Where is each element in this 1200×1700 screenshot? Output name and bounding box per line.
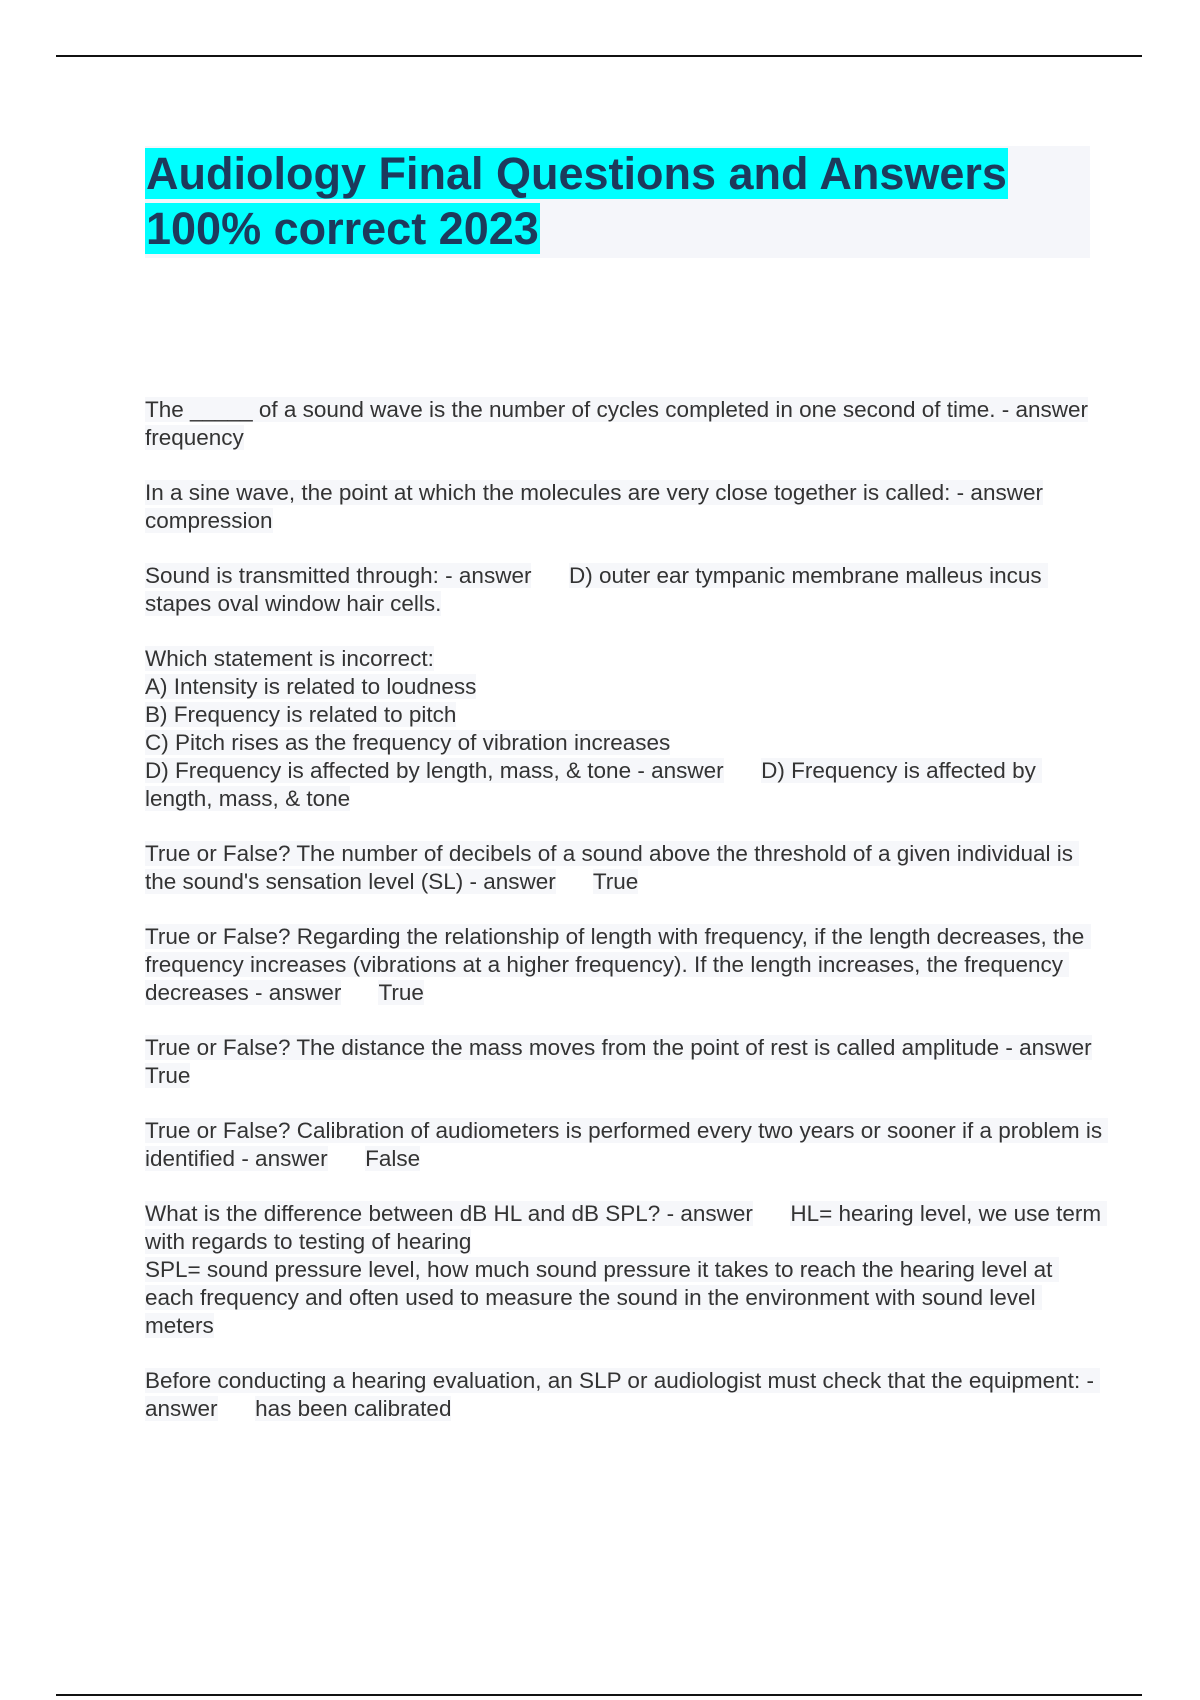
qa-question: True or False? Regarding the relationship of length with frequency, if the length decreases, the frequency increases (vibrations at a higher frequency). If the length increases, the frequency decreases - answer: [145, 924, 1091, 1005]
qa-item: [145, 1034, 1105, 1090]
qa-question: Sound is transmitted through: - answer: [145, 563, 532, 588]
qa-answer: False: [365, 1146, 421, 1171]
qa-item: [145, 923, 1105, 1007]
qa-answer: has been calibrated: [255, 1396, 452, 1421]
title-block: [145, 146, 1090, 258]
title-line-1: Audiology Final Questions and Answers: [146, 148, 1007, 199]
qa-item: [145, 562, 1105, 618]
qa-item: [145, 396, 1105, 452]
qa-question: Before conducting a hearing evaluation, an SLP or audiologist must check that the equipment: - answer: [145, 1368, 1101, 1421]
qa-question: What is the difference between dB HL and dB SPL? - answer: [145, 1201, 753, 1226]
qa-question: The _____ of a sound wave is the number of cycles completed in one second of time. - answer: [145, 397, 1089, 422]
qa-answer: True: [592, 869, 639, 894]
qa-item: [145, 645, 1105, 813]
qa-question: True or False? The distance the mass moves from the point of rest is called amplitude - answer: [145, 1035, 1092, 1060]
qa-question: Which statement is incorrect: A) Intensity is related to loudness B) Frequency is related to pitch C) Pitch rises as the frequency of vibration increases D) Frequency is affected by length, mass, & tone - answer: [145, 646, 724, 783]
title-line-2: 100% correct 2023: [146, 203, 539, 254]
qa-item: [145, 1367, 1105, 1423]
qa-item: [145, 840, 1105, 896]
qa-item: [145, 479, 1105, 535]
qa-answer: compression: [145, 508, 273, 533]
qa-answer: HL= hearing level, we use term with regards to testing of hearing SPL= sound pressure level, how much sound pressure it takes to reach the hearing level at each frequency and often used to measure the sound in the environment with sound level meters: [145, 1201, 1107, 1338]
qa-answer: True: [378, 980, 424, 1005]
qa-list: [145, 396, 1109, 1450]
qa-answer: frequency: [145, 425, 244, 450]
qa-answer: True: [145, 1063, 191, 1088]
qa-question: True or False? Calibration of audiometers is performed every two years or sooner if a problem is identified - answer: [145, 1118, 1109, 1171]
bottom-rule: [56, 1694, 1142, 1696]
qa-answer: D) Frequency is affected by length, mass, & tone: [145, 758, 1043, 811]
qa-item: [145, 1117, 1109, 1173]
qa-item: [145, 1200, 1105, 1340]
qa-question: True or False? The number of decibels of a sound above the threshold of a given individual is the sound's sensation level (SL) - answer: [145, 841, 1080, 894]
qa-answer: D) outer ear tympanic membrane malleus incus stapes oval window hair cells.: [145, 563, 1048, 616]
qa-question: In a sine wave, the point at which the molecules are very close together is called: - answer: [145, 480, 1043, 505]
document-title: [145, 146, 1090, 256]
top-rule: [56, 55, 1142, 57]
